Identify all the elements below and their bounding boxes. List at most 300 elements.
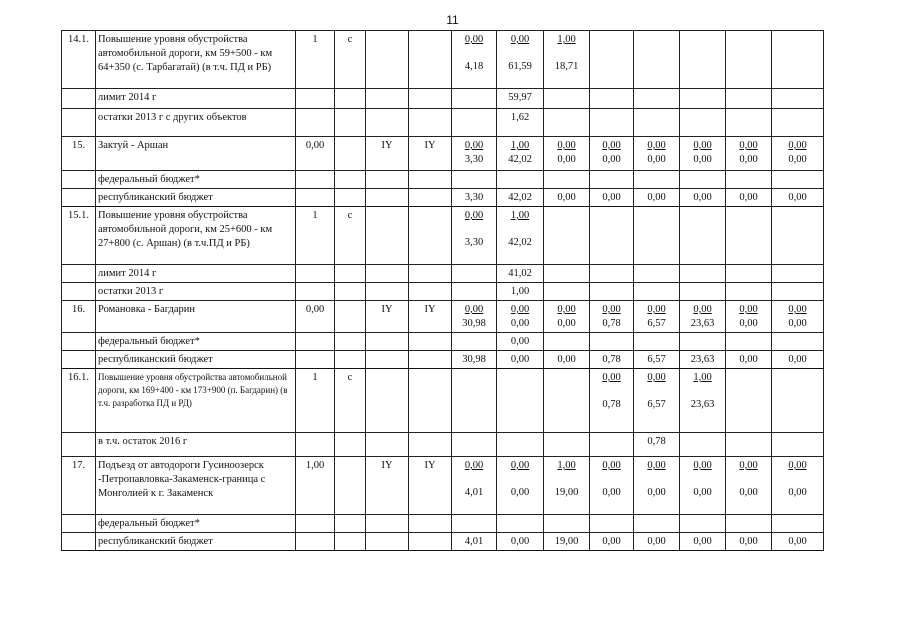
row-index: [62, 283, 96, 301]
value-cell: 0,00: [497, 533, 544, 551]
row-name: федеральный бюджет*: [96, 515, 296, 533]
value-cell: [544, 109, 590, 137]
row-index: [62, 351, 96, 369]
value-bottom: 3,30: [464, 154, 484, 165]
value-cell: [590, 333, 634, 351]
value-cell: [590, 369, 634, 433]
value-cell: [726, 109, 772, 137]
row-name: Повышение уровня обустройства автомобильной дороги, км 169+400 - км 173+900 (п. Багдарин) (в т.ч. разработка ПД и РД): [96, 369, 296, 433]
table-row: [62, 89, 824, 109]
class-cell: [409, 171, 452, 189]
table-row: [62, 283, 824, 301]
value-cell: [772, 31, 824, 89]
class-cell: [409, 369, 452, 433]
value-cell: [680, 515, 726, 533]
length-cell: [296, 351, 335, 369]
value-bottom: 6,57: [647, 399, 666, 410]
value-cell: [680, 109, 726, 137]
value-bottom: 0,00: [647, 154, 666, 165]
value-cell: [452, 515, 497, 533]
value-cell: [590, 265, 634, 283]
value-bottom: 0,00: [602, 487, 621, 498]
value-cell: [680, 283, 726, 301]
value-cell: [497, 207, 544, 265]
value-top: 0,00: [510, 34, 530, 45]
value-cell: [590, 31, 634, 89]
value-top: 1,00: [557, 460, 576, 471]
value-cell: [772, 171, 824, 189]
class-cell: [366, 207, 409, 265]
length-cell: [296, 515, 335, 533]
table-row: [62, 351, 824, 369]
value-cell: [452, 137, 497, 171]
class-cell: [366, 433, 409, 457]
value-cell: [634, 333, 680, 351]
value-top: 1,00: [557, 34, 576, 45]
value-top: 0,00: [647, 140, 666, 151]
row-name: Романовка - Багдарин: [96, 301, 296, 333]
value-cell: [590, 109, 634, 137]
length-cell: 1: [296, 207, 335, 265]
value-top: 0,00: [693, 460, 712, 471]
class-cell: [409, 333, 452, 351]
class-cell: [409, 109, 452, 137]
value-cell: [680, 31, 726, 89]
value-bottom: 0,00: [739, 318, 758, 329]
value-top: 0,00: [464, 210, 484, 221]
value-cell: [590, 457, 634, 515]
class-cell: IY: [409, 301, 452, 333]
class-cell: [366, 171, 409, 189]
row-index: [62, 89, 96, 109]
value-cell: [590, 89, 634, 109]
table-row: [62, 137, 824, 171]
value-cell: 0,00: [726, 533, 772, 551]
value-top: 1,00: [693, 372, 712, 383]
value-bottom: 0,00: [693, 154, 712, 165]
table-row: [62, 301, 824, 333]
category-cell: [335, 533, 366, 551]
value-top: 0,00: [788, 140, 807, 151]
value-cell: 19,00: [544, 533, 590, 551]
value-cell: [544, 207, 590, 265]
value-cell: [544, 457, 590, 515]
value-cell: [497, 433, 544, 457]
value-bottom: 23,63: [690, 399, 715, 410]
value-cell: [590, 207, 634, 265]
category-cell: с: [335, 207, 366, 265]
value-cell: [544, 283, 590, 301]
category-cell: с: [335, 31, 366, 89]
table-row: [62, 433, 824, 457]
value-cell: [772, 433, 824, 457]
class-cell: IY: [366, 137, 409, 171]
value-cell: [726, 369, 772, 433]
value-cell: [726, 207, 772, 265]
value-cell: [544, 333, 590, 351]
value-bottom: 23,63: [690, 318, 715, 329]
value-cell: [544, 31, 590, 89]
value-cell: [772, 109, 824, 137]
value-cell: [452, 207, 497, 265]
value-top: 0,00: [739, 460, 758, 471]
value-top: 0,00: [647, 372, 666, 383]
row-index: [62, 109, 96, 137]
class-cell: [366, 369, 409, 433]
length-cell: [296, 333, 335, 351]
value-cell: 41,02: [497, 265, 544, 283]
value-cell: 3,30: [452, 189, 497, 207]
class-cell: [366, 89, 409, 109]
value-cell: [726, 89, 772, 109]
table-row: [62, 265, 824, 283]
value-cell: [452, 369, 497, 433]
table-row: [62, 533, 824, 551]
category-cell: [335, 89, 366, 109]
value-cell: [497, 515, 544, 533]
value-cell: 59,97: [497, 89, 544, 109]
value-cell: [497, 457, 544, 515]
value-cell: 0,00: [497, 351, 544, 369]
length-cell: [296, 283, 335, 301]
value-bottom: 0,00: [693, 487, 712, 498]
value-cell: [497, 171, 544, 189]
value-bottom: 0,00: [557, 154, 576, 165]
value-cell: [726, 515, 772, 533]
value-bottom: 0,78: [602, 399, 621, 410]
value-cell: 0,00: [544, 351, 590, 369]
value-top: 0,00: [510, 304, 530, 315]
table-row: [62, 333, 824, 351]
value-bottom: 0,00: [510, 487, 530, 498]
row-index: [62, 171, 96, 189]
value-cell: 6,57: [634, 351, 680, 369]
value-cell: [680, 265, 726, 283]
value-cell: 1,62: [497, 109, 544, 137]
table-row: [62, 109, 824, 137]
category-cell: [335, 189, 366, 207]
row-name: Зактуй - Аршан: [96, 137, 296, 171]
value-cell: 0,00: [590, 533, 634, 551]
table-row: [62, 515, 824, 533]
row-index: 15.: [62, 137, 96, 171]
length-cell: 0,00: [296, 301, 335, 333]
value-cell: 0,00: [634, 533, 680, 551]
value-cell: 42,02: [497, 189, 544, 207]
value-cell: [726, 265, 772, 283]
value-bottom: 42,02: [508, 237, 532, 248]
value-top: 0,00: [693, 304, 712, 315]
row-index: [62, 265, 96, 283]
value-bottom: 42,02: [508, 154, 532, 165]
value-cell: [726, 31, 772, 89]
value-bottom: 0,00: [788, 154, 807, 165]
value-top: 0,00: [510, 460, 530, 471]
value-cell: [772, 515, 824, 533]
value-top: 0,00: [557, 140, 576, 151]
category-cell: [335, 137, 366, 171]
value-cell: [544, 301, 590, 333]
value-cell: 0,00: [726, 351, 772, 369]
table-row: [62, 171, 824, 189]
value-bottom: 0,00: [647, 487, 666, 498]
value-bottom: 3,30: [464, 237, 484, 248]
row-name: остатки 2013 г: [96, 283, 296, 301]
value-cell: [452, 333, 497, 351]
value-cell: [544, 515, 590, 533]
value-cell: 0,00: [726, 189, 772, 207]
class-cell: [366, 533, 409, 551]
row-index: [62, 189, 96, 207]
value-bottom: 19,00: [554, 487, 579, 498]
value-bottom: 0,00: [510, 318, 530, 329]
length-cell: 1: [296, 369, 335, 433]
value-cell: 0,00: [634, 189, 680, 207]
value-cell: [497, 301, 544, 333]
value-cell: [452, 283, 497, 301]
table-row: [62, 369, 824, 433]
length-cell: [296, 89, 335, 109]
value-cell: [726, 433, 772, 457]
value-cell: [497, 31, 544, 89]
value-bottom: 4,01: [464, 487, 484, 498]
value-cell: [634, 369, 680, 433]
category-cell: [335, 333, 366, 351]
row-name: Повышение уровня обустройства автомобильной дороги, км 59+500 - км 64+350 (с. Тарбагатай) (в т.ч. ПД и РБ): [96, 31, 296, 89]
value-cell: [726, 301, 772, 333]
value-cell: [452, 109, 497, 137]
value-cell: [680, 301, 726, 333]
value-cell: 0,00: [772, 351, 824, 369]
value-top: 0,00: [602, 372, 621, 383]
value-cell: [590, 433, 634, 457]
row-name: республиканский бюджет: [96, 533, 296, 551]
value-cell: [772, 369, 824, 433]
value-bottom: 0,00: [739, 487, 758, 498]
value-cell: [544, 265, 590, 283]
value-cell: [680, 369, 726, 433]
value-cell: [544, 433, 590, 457]
value-cell: [772, 207, 824, 265]
value-cell: [772, 457, 824, 515]
value-cell: [726, 283, 772, 301]
value-top: 0,00: [788, 304, 807, 315]
class-cell: [366, 31, 409, 89]
value-cell: [634, 31, 680, 89]
class-cell: [409, 515, 452, 533]
value-cell: [544, 137, 590, 171]
length-cell: 1: [296, 31, 335, 89]
value-cell: [590, 137, 634, 171]
value-cell: [680, 333, 726, 351]
category-cell: с: [335, 369, 366, 433]
value-top: 0,00: [788, 460, 807, 471]
value-cell: [497, 369, 544, 433]
row-name: в т.ч. остаток 2016 г: [96, 433, 296, 457]
value-cell: [772, 265, 824, 283]
value-cell: [590, 301, 634, 333]
value-cell: [772, 301, 824, 333]
row-name: Повышение уровня обустройства автомобильной дороги, км 25+600 - км 27+800 (с. Аршан) (в т.ч.ПД и РБ): [96, 207, 296, 265]
value-cell: [772, 137, 824, 171]
value-bottom: 0,00: [788, 318, 807, 329]
value-cell: [452, 31, 497, 89]
category-cell: [335, 433, 366, 457]
row-index: 16.: [62, 301, 96, 333]
class-cell: IY: [409, 137, 452, 171]
class-cell: IY: [366, 301, 409, 333]
class-cell: [409, 265, 452, 283]
class-cell: [409, 533, 452, 551]
value-cell: 0,00: [680, 189, 726, 207]
category-cell: [335, 283, 366, 301]
row-name: республиканский бюджет: [96, 351, 296, 369]
row-index: 14.1.: [62, 31, 96, 89]
value-cell: [772, 89, 824, 109]
value-cell: [452, 171, 497, 189]
value-cell: [544, 369, 590, 433]
value-cell: [726, 171, 772, 189]
class-cell: [366, 515, 409, 533]
length-cell: [296, 109, 335, 137]
value-cell: 0,00: [544, 189, 590, 207]
value-cell: 0,00: [680, 533, 726, 551]
value-cell: [452, 301, 497, 333]
value-cell: [726, 137, 772, 171]
value-cell: [634, 301, 680, 333]
value-bottom: 6,57: [647, 318, 666, 329]
table-row: [62, 31, 824, 89]
length-cell: 0,00: [296, 137, 335, 171]
row-index: 16.1.: [62, 369, 96, 433]
row-name: федеральный бюджет*: [96, 171, 296, 189]
value-cell: [680, 89, 726, 109]
table-row: [62, 189, 824, 207]
table-row: [62, 457, 824, 515]
value-cell: [452, 265, 497, 283]
value-top: 0,00: [557, 304, 576, 315]
value-cell: 0,78: [634, 433, 680, 457]
value-cell: [634, 207, 680, 265]
value-top: 0,00: [464, 460, 484, 471]
page-number: 11: [446, 13, 459, 27]
row-name: лимит 2014 г: [96, 89, 296, 109]
value-cell: [590, 171, 634, 189]
length-cell: [296, 189, 335, 207]
value-cell: 1,00: [497, 283, 544, 301]
value-cell: 0,00: [772, 533, 824, 551]
length-cell: 1,00: [296, 457, 335, 515]
value-top: 0,00: [602, 304, 621, 315]
class-cell: [409, 433, 452, 457]
value-cell: [452, 433, 497, 457]
row-index: [62, 333, 96, 351]
value-bottom: 0,00: [788, 487, 807, 498]
value-cell: [680, 433, 726, 457]
length-cell: [296, 265, 335, 283]
value-cell: 0,00: [772, 189, 824, 207]
value-bottom: 0,00: [602, 154, 621, 165]
class-cell: [409, 283, 452, 301]
class-cell: IY: [409, 457, 452, 515]
class-cell: [409, 189, 452, 207]
class-cell: [409, 31, 452, 89]
category-cell: [335, 301, 366, 333]
class-cell: IY: [366, 457, 409, 515]
row-name: остатки 2013 г с других объектов: [96, 109, 296, 137]
value-cell: [497, 137, 544, 171]
value-cell: 0,00: [497, 333, 544, 351]
class-cell: [409, 207, 452, 265]
category-cell: [335, 265, 366, 283]
value-bottom: 0,78: [602, 318, 621, 329]
value-cell: 23,63: [680, 351, 726, 369]
value-cell: [634, 89, 680, 109]
value-top: 0,00: [464, 34, 484, 45]
value-bottom: 18,71: [554, 61, 579, 72]
value-cell: [634, 109, 680, 137]
value-top: 0,00: [739, 304, 758, 315]
value-cell: 4,01: [452, 533, 497, 551]
value-top: 0,00: [739, 140, 758, 151]
value-cell: [772, 333, 824, 351]
value-cell: [634, 265, 680, 283]
value-top: 0,00: [647, 460, 666, 471]
row-name: Подъезд от автодороги Гусиноозерск -Петропавловка-Закаменск-граница с Монголией к г. Закаменск: [96, 457, 296, 515]
value-cell: [634, 457, 680, 515]
value-cell: [590, 283, 634, 301]
class-cell: [366, 189, 409, 207]
value-cell: [772, 283, 824, 301]
row-name: республиканский бюджет: [96, 189, 296, 207]
category-cell: [335, 457, 366, 515]
value-top: 0,00: [464, 140, 484, 151]
category-cell: [335, 109, 366, 137]
value-cell: [544, 89, 590, 109]
row-index: [62, 515, 96, 533]
value-bottom: 0,00: [557, 318, 576, 329]
category-cell: [335, 351, 366, 369]
length-cell: [296, 533, 335, 551]
value-cell: [726, 457, 772, 515]
value-cell: [590, 515, 634, 533]
value-top: 0,00: [693, 140, 712, 151]
table-row: [62, 207, 824, 265]
road-budget-table: [61, 30, 824, 551]
row-index: [62, 433, 96, 457]
row-index: 17.: [62, 457, 96, 515]
value-bottom: 61,59: [508, 61, 532, 72]
class-cell: [366, 265, 409, 283]
value-cell: [680, 457, 726, 515]
value-top: 1,00: [510, 140, 530, 151]
value-cell: [634, 283, 680, 301]
value-cell: [680, 207, 726, 265]
value-bottom: 30,98: [462, 318, 486, 329]
row-index: [62, 533, 96, 551]
class-cell: [366, 351, 409, 369]
row-index: 15.1.: [62, 207, 96, 265]
value-cell: 30,98: [452, 351, 497, 369]
class-cell: [366, 333, 409, 351]
value-bottom: 0,00: [739, 154, 758, 165]
class-cell: [366, 109, 409, 137]
category-cell: [335, 171, 366, 189]
value-top: 0,00: [602, 460, 621, 471]
value-cell: [634, 515, 680, 533]
value-cell: 0,78: [590, 351, 634, 369]
value-cell: [452, 89, 497, 109]
